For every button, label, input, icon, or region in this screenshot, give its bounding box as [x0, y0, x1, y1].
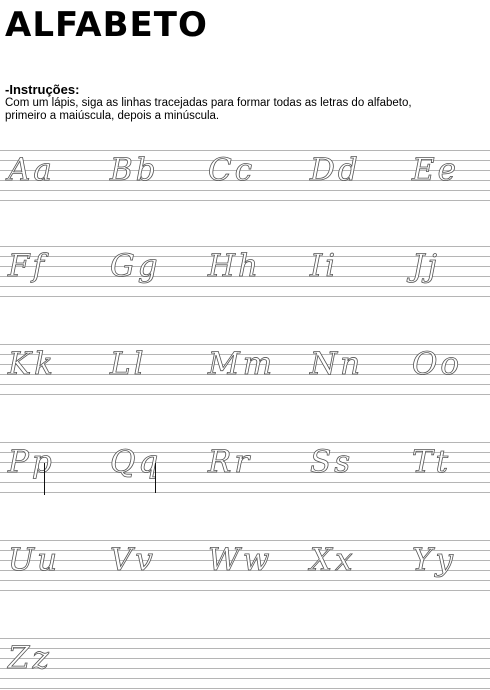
letter-pair-dd: Dd: [310, 152, 361, 188]
instructions-line-1: Com um lápis, siga as linhas tracejadas para formar todas as letras do alfabeto,: [5, 97, 412, 109]
ruled-line: [0, 492, 490, 493]
letter-pair-pp: Pp: [8, 444, 55, 480]
letter-pair-ff: Ff: [8, 248, 47, 284]
letter-pair-yy: Yy: [412, 542, 456, 578]
instructions-text: [5, 97, 485, 123]
letter-pair-ee: Ee: [412, 152, 459, 188]
letter-pair-tt: Tt: [412, 444, 452, 480]
ruled-line: [0, 688, 490, 689]
ruled-line: [0, 638, 490, 639]
letter-pair-ii: Ii: [310, 248, 339, 284]
letter-pair-bb: Bb: [110, 152, 159, 188]
letter-pair-xx: Xx: [310, 542, 356, 578]
letter-pair-qq: Qq: [110, 444, 162, 480]
page-title: ALFABETO: [5, 5, 208, 45]
letter-pair-uu: Uu: [8, 542, 61, 578]
letter-pair-nn: Nn: [310, 346, 364, 382]
letter-pair-ss: Ss: [310, 444, 354, 480]
letter-pair-gg: Gg: [110, 248, 161, 284]
letter-pair-cc: Cc: [208, 152, 256, 188]
instructions-line-2: primeiro a maiúscula, depois a minúscula.: [5, 110, 220, 122]
letter-pair-jj: Jj: [412, 248, 441, 284]
practice-row-1: [0, 150, 490, 200]
descender-guide-stroke: [44, 463, 45, 495]
letter-pair-rr: Rr: [208, 444, 253, 480]
ruled-line: [0, 296, 490, 297]
letter-pair-vv: Vv: [110, 542, 156, 578]
letter-pair-hh: Hh: [208, 248, 261, 284]
practice-row-3: [0, 344, 490, 394]
practice-row-2: [0, 246, 490, 296]
ruled-line: [0, 658, 490, 659]
letter-pair-oo: Oo: [412, 346, 463, 382]
ruled-line: [0, 394, 490, 395]
letter-pair-mm: Mm: [208, 346, 276, 382]
descender-guide-stroke: [155, 463, 156, 493]
ruled-line: [0, 648, 490, 649]
practice-row-5: [0, 540, 490, 590]
letter-pair-zz: Zz: [8, 640, 52, 676]
ruled-line: [0, 668, 490, 669]
practice-row-4: [0, 442, 490, 492]
letter-pair-ww: Ww: [208, 542, 273, 578]
letter-pair-aa: Aa: [8, 152, 55, 188]
letter-pair-ll: Ll: [110, 346, 147, 382]
ruled-line: [0, 678, 490, 679]
ruled-line: [0, 590, 490, 591]
practice-row-6: [0, 638, 490, 688]
instructions-heading: -Instruções:: [5, 82, 80, 97]
ruled-line: [0, 200, 490, 201]
letter-pair-kk: Kk: [8, 346, 56, 382]
